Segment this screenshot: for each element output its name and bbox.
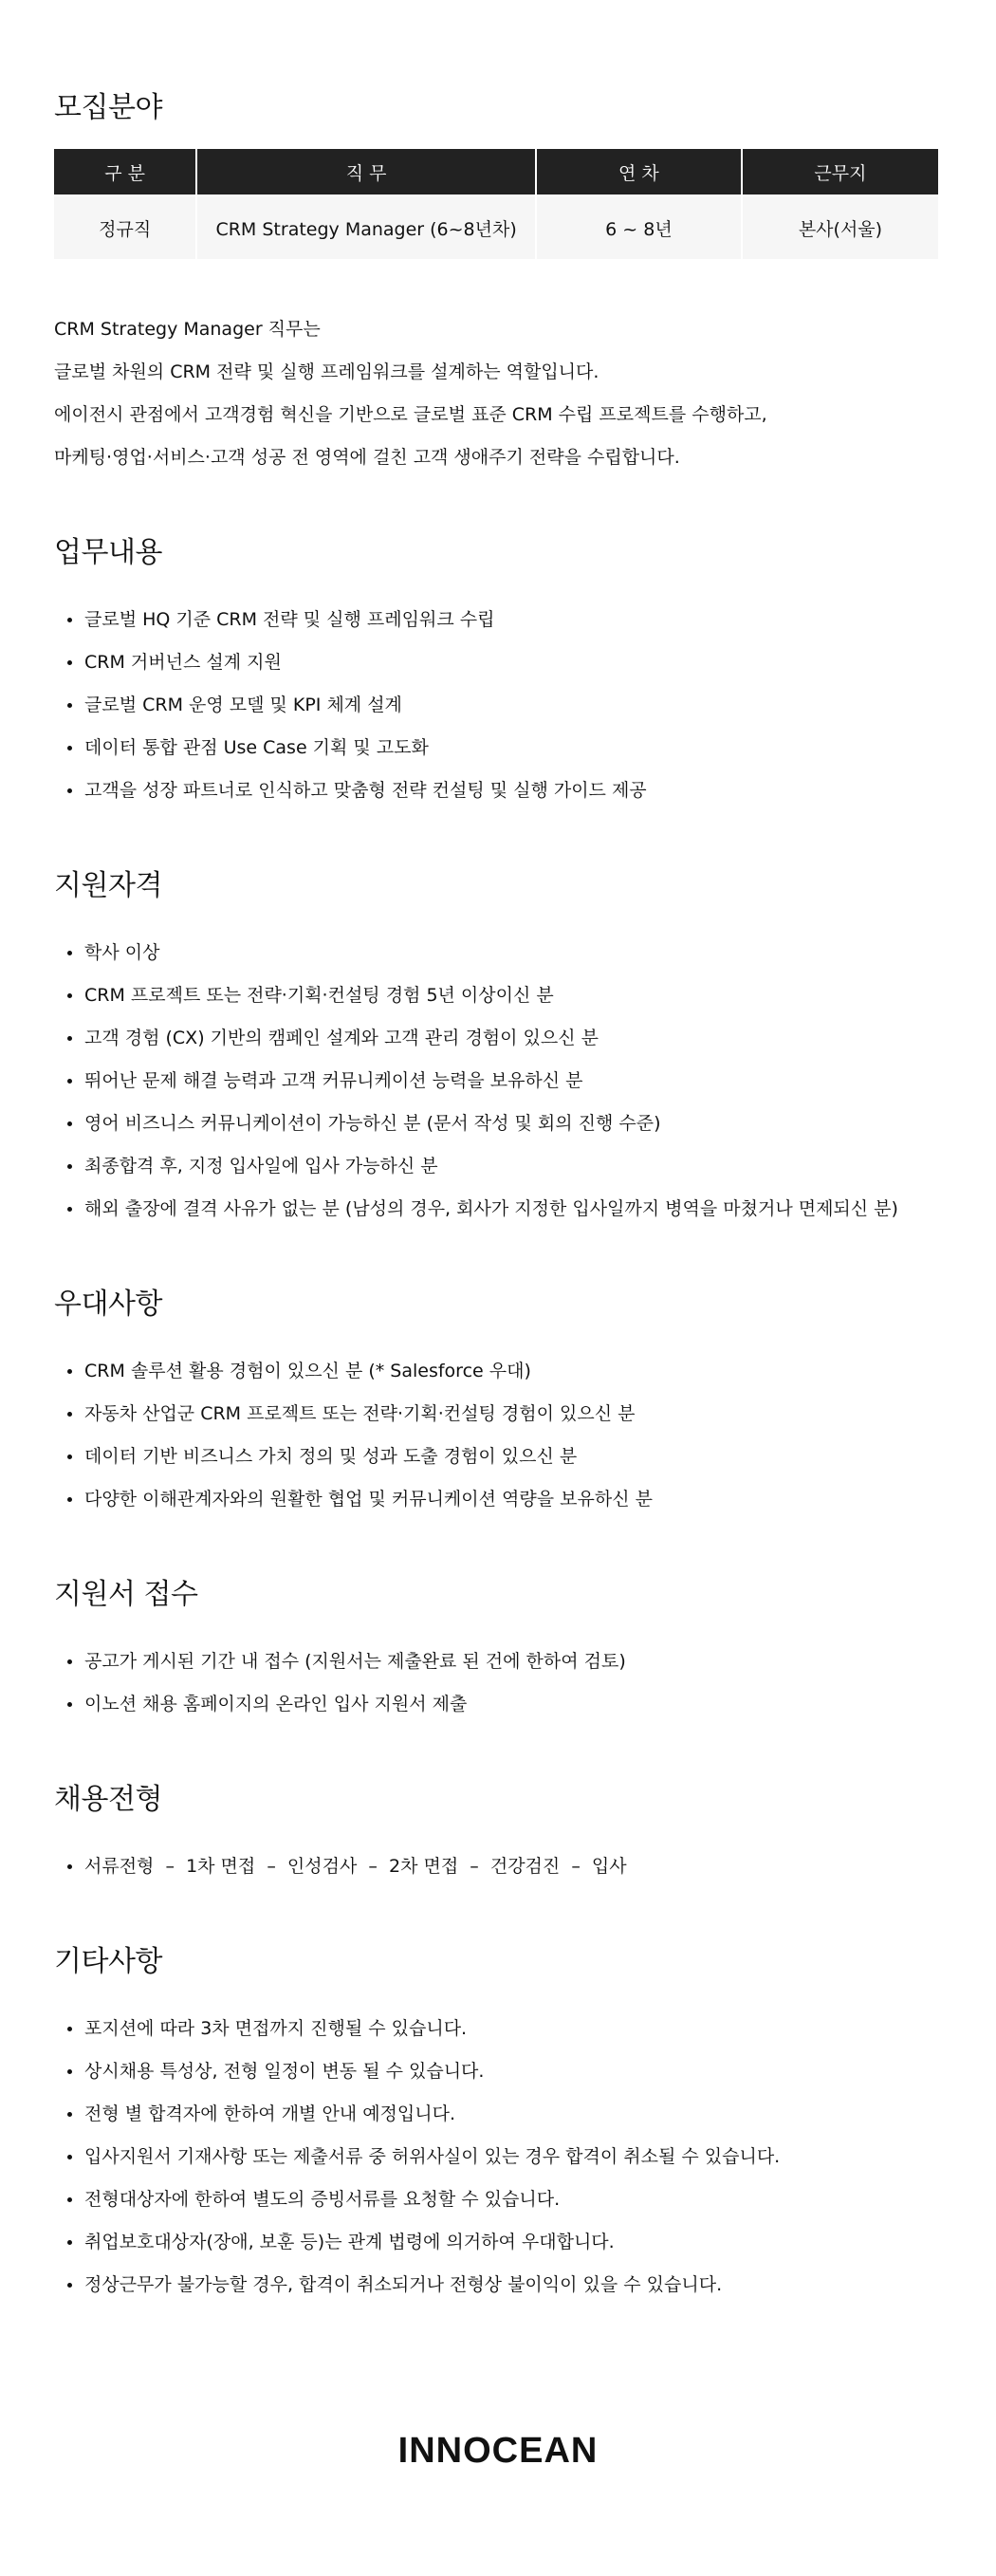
list-item: 다양한 이해관계자와의 원활한 협업 및 커뮤니케이션 역량을 보유하신 분 (67, 1478, 944, 1521)
intro-line: CRM Strategy Manager 직무는 (54, 319, 321, 340)
preferred-list (54, 1350, 944, 1521)
list-item: 글로벌 CRM 운영 모델 및 KPI 체계 설계 (67, 684, 944, 727)
list-item: 최종합격 후, 지정 입사일에 입사 가능하신 분 (67, 1145, 944, 1188)
list-item: 데이터 기반 비즈니스 가치 정의 및 성과 도출 경험이 있으신 분 (67, 1436, 944, 1478)
list-item: 전형대상자에 한하여 별도의 증빙서류를 요청할 수 있습니다. (67, 2178, 944, 2221)
header-location: 근무지 (743, 149, 938, 195)
list-item: 정상근무가 불가능할 경우, 합격이 취소되거나 전형상 불이익이 있을 수 있습니다. (67, 2264, 944, 2307)
header-category: 구 분 (54, 149, 195, 195)
etc-title: 기타사항 (54, 1945, 162, 1978)
list-item: 공고가 게시된 기간 내 접수 (지원서는 제출완료 된 건에 한하여 검토) (67, 1640, 944, 1683)
intro-line: 글로벌 차원의 CRM 전략 및 실행 프레임워크를 설계하는 역할입니다. (54, 361, 599, 382)
table-row (54, 195, 938, 259)
intro-line: 에이전시 관점에서 고객경험 혁신을 기반으로 글로벌 표준 CRM 수립 프로젝트를 수행하고, (54, 404, 767, 425)
qualifications-title: 지원자격 (54, 869, 162, 902)
list-item: 영어 비즈니스 커뮤니케이션이 가능하신 분 (문서 작성 및 회의 진행 수준) (67, 1103, 944, 1145)
list-item: 이노션 채용 홈페이지의 온라인 입사 지원서 제출 (67, 1683, 944, 1726)
intro-text (54, 308, 944, 479)
list-item: 자동차 산업군 CRM 프로젝트 또는 전략·기획·컨설팅 경험이 있으신 분 (67, 1393, 944, 1436)
recruit-table-header-row (54, 149, 938, 195)
list-item: 해외 출장에 결격 사유가 없는 분 (남성의 경우, 회사가 지정한 입사일까지 병역을 마쳤거나 면제되신 분) (67, 1188, 944, 1231)
preferred-section (54, 1280, 944, 1521)
list-item: 포지션에 따라 3차 면접까지 진행될 수 있습니다. (67, 2008, 944, 2050)
list-item: 취업보호대상자(장애, 보훈 등)는 관계 법령에 의거하여 우대합니다. (67, 2221, 944, 2264)
intro-line: 마케팅·영업·서비스·고객 성공 전 영역에 걸친 고객 생애주기 전략을 수립합니다. (54, 447, 680, 468)
duties-section (54, 528, 944, 812)
qualifications-list (54, 932, 944, 1231)
list-item: 학사 이상 (67, 932, 944, 974)
process-section (54, 1775, 944, 1888)
list-item: 서류전형 – 1차 면접 – 인성검사 – 2차 면접 – 건강검진 – 입사 (67, 1845, 944, 1888)
header-position: 직 무 (197, 149, 535, 195)
cell-position: CRM Strategy Manager (6~8년차) (197, 195, 535, 259)
application-list (54, 1640, 944, 1726)
innocean-logo: INNOCEAN (397, 2431, 599, 2471)
cell-category: 정규직 (54, 195, 195, 259)
header-years: 연 차 (537, 149, 741, 195)
process-list (54, 1845, 944, 1888)
list-item: 전형 별 합격자에 한하여 개별 안내 예정입니다. (67, 2093, 944, 2136)
list-item: CRM 솔루션 활용 경험이 있으신 분 (* Salesforce 우대) (67, 1350, 944, 1393)
list-item: 입사지원서 기재사항 또는 제출서류 중 허위사실이 있는 경우 합격이 취소될 수 있습니다. (67, 2136, 944, 2178)
etc-list (54, 2008, 944, 2307)
list-item: 상시채용 특성상, 전형 일정이 변동 될 수 있습니다. (67, 2050, 944, 2093)
duties-title: 업무내용 (54, 536, 162, 569)
process-title: 채용전형 (54, 1783, 162, 1816)
list-item: CRM 거버넌스 설계 지원 (67, 641, 944, 684)
application-title: 지원서 접수 (54, 1578, 198, 1611)
cell-years: 6 ~ 8년 (537, 195, 741, 259)
application-section (54, 1570, 944, 1726)
duties-list (54, 599, 944, 812)
list-item: 고객을 성장 파트너로 인식하고 맞춤형 전략 컨설팅 및 실행 가이드 제공 (67, 769, 944, 812)
qualifications-section (54, 862, 944, 1231)
list-item: CRM 프로젝트 또는 전략·기획·컨설팅 경험 5년 이상이신 분 (67, 974, 944, 1017)
cell-location: 본사(서울) (743, 195, 938, 259)
list-item: 뛰어난 문제 해결 능력과 고객 커뮤니케이션 능력을 보유하신 분 (67, 1060, 944, 1103)
list-item: 고객 경험 (CX) 기반의 캠페인 설계와 고객 관리 경험이 있으신 분 (67, 1017, 944, 1060)
etc-section (54, 1937, 944, 2307)
preferred-title: 우대사항 (54, 1288, 162, 1321)
list-item: 데이터 통합 관점 Use Case 기획 및 고도화 (67, 727, 944, 769)
list-item: 글로벌 HQ 기준 CRM 전략 및 실행 프레임워크 수립 (67, 599, 944, 641)
recruit-table (52, 149, 940, 259)
recruit-title: 모집분야 (54, 91, 162, 124)
